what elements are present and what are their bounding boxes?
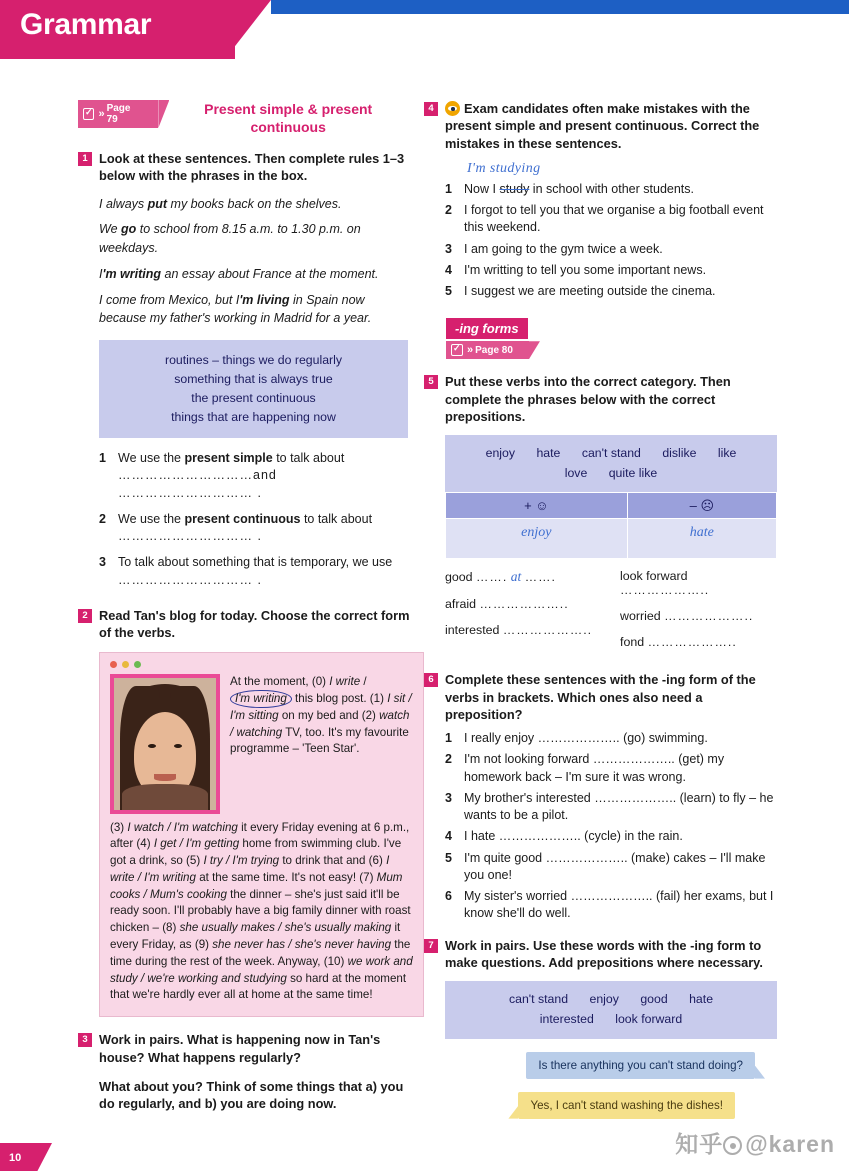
exercise-3-number: 3 bbox=[78, 1033, 92, 1047]
exercise-1-number: 1 bbox=[78, 152, 92, 166]
preposition-item[interactable]: good ……. at ……. bbox=[445, 569, 556, 585]
list-item: 4 I'm writting to tell you some important news. bbox=[445, 262, 707, 277]
exercise-2 bbox=[78, 607, 413, 1017]
struck-word: study bbox=[499, 181, 530, 196]
speech-bubble-row-question bbox=[445, 1052, 777, 1079]
preposition-item[interactable]: look forward ……………….. bbox=[620, 569, 710, 598]
section-heading: Present simple & present continuous bbox=[204, 101, 373, 135]
preposition-column-left bbox=[445, 569, 602, 661]
phrase-box bbox=[99, 340, 408, 438]
page-title: Grammar bbox=[20, 8, 152, 41]
table-cell-negative[interactable]: hate bbox=[627, 519, 776, 559]
list-item[interactable]: 1 I really enjoy ……………….. (go) swimming. bbox=[445, 731, 708, 746]
exercise-2-instruction: Read Tan's blog for today. Choose the correct form of the verbs. bbox=[99, 607, 410, 641]
rule-3-gap[interactable]: ………………………… . bbox=[118, 572, 262, 587]
list-item: 1 Now I study in school with other students. bbox=[445, 181, 695, 196]
exercise-2-number: 2 bbox=[78, 609, 92, 623]
word-box-line-1: can't stand enjoy good hate bbox=[508, 992, 714, 1007]
exercise-4-number: 4 bbox=[424, 102, 438, 116]
circled-answer[interactable]: I'm writing bbox=[230, 690, 292, 708]
banner-blue-strip bbox=[271, 0, 849, 14]
verb-box-line-1: enjoy hate can't stand dislike like bbox=[485, 446, 737, 461]
page-number: 10 bbox=[9, 1152, 22, 1164]
maximise-dot-icon[interactable] bbox=[134, 661, 141, 668]
exercise-4-instruction bbox=[445, 100, 777, 152]
category-table bbox=[445, 492, 777, 559]
list-item[interactable]: 6 My sister's worried ……………….. (fail) her exams, but I know she'll do well. bbox=[445, 889, 774, 921]
list-item[interactable]: 3 My brother's interested ……………….. (learn) to fly – he wants to be a pilot. bbox=[445, 790, 774, 823]
checkbox-icon bbox=[451, 344, 463, 356]
handwritten-answer: I'm studying bbox=[467, 160, 541, 176]
list-item[interactable]: 2 I'm not looking forward ……………….. (get) my homework back – I'm sure it was wrong. bbox=[445, 752, 725, 784]
list-item[interactable]: 5 I'm quite good ……………….. (make) cakes – I'll make you one! bbox=[445, 850, 766, 882]
exercise-3-instruction: Work in pairs. What is happening now in Tan's house? What happens regularly? bbox=[99, 1032, 381, 1065]
table-cell-positive[interactable]: enjoy bbox=[446, 519, 628, 559]
banner-pink-wedge bbox=[225, 0, 271, 59]
page-banner bbox=[0, 0, 849, 59]
exercise-6-number: 6 bbox=[424, 673, 438, 687]
exercise-4 bbox=[424, 100, 777, 300]
phrase-box-line-3: the present continuous bbox=[191, 391, 316, 406]
blog-card bbox=[99, 652, 424, 1018]
exercise-5 bbox=[424, 373, 777, 661]
phrase-box-line-4: things that are happening now bbox=[171, 410, 336, 425]
preposition-grid bbox=[445, 569, 777, 661]
phrase-box-line-2: something that is always true bbox=[174, 372, 333, 387]
section-header bbox=[78, 100, 408, 136]
watermark-icon bbox=[723, 1136, 742, 1155]
ing-forms-heading bbox=[446, 318, 777, 359]
preposition-column-right bbox=[620, 569, 777, 661]
close-dot-icon[interactable] bbox=[110, 661, 117, 668]
exercise-7 bbox=[424, 937, 777, 1119]
list-item: 2 I forgot to tell you that we organise a big football event this weekend. bbox=[445, 203, 764, 235]
page-ref-80[interactable] bbox=[446, 341, 529, 359]
exercise-5-instruction: Put these verbs into the correct category. Then complete the phrases below with the correct prepositions. bbox=[445, 374, 731, 424]
blog-text-rest: (3) I watch / I'm watching it every Friday evening at 6 p.m., after (4) I get / I'm getting home from swimming club. I've got a drink, so (5) I try / I'm trying to drink that and (6) I write / I'm writing at the same time. It's not easy! (7) Mum cooks / Mum's cooking the dinner – she's just said it'll be ready soon. I'll probably have a big family dinner with roast chicken – (8) she usually makes / she's usually making it every Friday, as (9) she never has / she's never having the time during the rest of the week. Anyway, (10) we work and study / we're working and studying so hard at the moment that we're hardly ever all at home at the same time! bbox=[110, 820, 413, 1002]
checkbox-icon bbox=[83, 108, 94, 120]
verb-box bbox=[445, 435, 777, 492]
word-box bbox=[445, 981, 777, 1038]
window-controls bbox=[110, 661, 413, 668]
example-sentence-3: I'm writing an essay about France at the moment. bbox=[99, 266, 379, 281]
example-sentence-4: I come from Mexico, but I'm living in Spain now because my father's working in Madrid for a year. bbox=[99, 292, 372, 326]
chevron-right-icon: » bbox=[98, 108, 103, 120]
list-item: 3 I am going to the gym twice a week. bbox=[445, 241, 663, 256]
blog-author-photo bbox=[110, 674, 220, 814]
rule-item-2: 2 We use the present continuous to talk about ………………………… . bbox=[99, 511, 373, 544]
page-number-tab bbox=[0, 1143, 52, 1171]
exam-eye-icon bbox=[445, 101, 460, 116]
chevron-right-icon: » bbox=[467, 344, 472, 357]
word-box-line-2: interested look forward bbox=[539, 1011, 683, 1026]
page-ref-label: Page 79 bbox=[106, 103, 131, 125]
table-header-positive: + ☺ bbox=[446, 493, 628, 519]
rule-1-gap[interactable]: …………………………and ………………………… . bbox=[118, 468, 277, 500]
preposition-item[interactable]: worried ……………….. bbox=[620, 609, 754, 624]
left-column bbox=[78, 100, 413, 1112]
minimise-dot-icon[interactable] bbox=[122, 661, 129, 668]
exercise-5-number: 5 bbox=[424, 375, 438, 389]
preposition-item[interactable]: fond ……………….. bbox=[620, 635, 737, 650]
list-item[interactable]: 4 I hate ……………….. (cycle) in the rain. bbox=[445, 829, 683, 844]
rules-list bbox=[99, 450, 408, 589]
preposition-item[interactable]: interested ……………….. bbox=[445, 623, 593, 638]
exercise-6 bbox=[424, 671, 777, 922]
ing-badge: -ing forms bbox=[446, 318, 528, 339]
exercise-1 bbox=[78, 150, 408, 589]
verb-box-line-2: love quite like bbox=[564, 465, 658, 480]
exercise-3 bbox=[78, 1031, 408, 1112]
preposition-answer: at bbox=[510, 569, 522, 585]
table-header-row bbox=[446, 493, 777, 519]
exercise-7-instruction: Work in pairs. Use these words with the -ing form to make questions. Add prepositions where necessary. bbox=[445, 937, 763, 970]
rule-item-3: 3 To talk about something that is temporary, we use ………………………… . bbox=[99, 555, 393, 587]
speech-bubble-row-answer bbox=[445, 1092, 777, 1119]
table-header-negative: – ☹ bbox=[627, 493, 776, 519]
page-ref-79[interactable] bbox=[78, 100, 158, 128]
phrase-box-line-1: routines – things we do regularly bbox=[164, 353, 343, 368]
exercise-3-followup: What about you? Think of some things that a) you do regularly, and b) you are doing now. bbox=[99, 1078, 404, 1112]
exercise-6-items bbox=[445, 730, 777, 923]
page-ref-label: Page 80 bbox=[475, 344, 513, 356]
rule-item-1: 1 We use the present simple to talk about …………………………and ………………………… . bbox=[99, 451, 345, 500]
table-row[interactable] bbox=[446, 519, 777, 559]
exercise-4-items bbox=[445, 181, 777, 301]
watermark bbox=[675, 1126, 835, 1159]
speech-bubble-question: Is there anything you can't stand doing? bbox=[526, 1052, 755, 1079]
ing-badge-wrap bbox=[446, 318, 528, 339]
preposition-item[interactable]: afraid ……………….. bbox=[445, 597, 569, 612]
watermark-text: @karen bbox=[745, 1131, 835, 1157]
exercise-6-instruction: Complete these sentences with the -ing form of the verbs in brackets. Which ones also need a preposition? bbox=[445, 672, 756, 722]
speech-bubble-answer: Yes, I can't stand washing the dishes! bbox=[518, 1092, 735, 1119]
list-item: 5 I suggest we are meeting outside the cinema. bbox=[445, 284, 716, 299]
exercise-1-instruction: Look at these sentences. Then complete rules 1–3 below with the phrases in the box. bbox=[99, 151, 405, 184]
exercise-7-number: 7 bbox=[424, 939, 438, 953]
example-sentence-1: I always put my books back on the shelves. bbox=[99, 196, 342, 211]
blog-text-top: At the moment, (0) I write / I'm writing this blog post. (1) I sit / I'm sitting on my bed and (2) watch / watching TV, too. It's my favourite programme – 'Teen Star'. bbox=[230, 674, 412, 756]
rule-2-gap[interactable]: ………………………… . bbox=[118, 529, 262, 544]
example-sentence-2: We go to school from 8.15 a.m. to 1.30 p.m. on weekdays. bbox=[99, 222, 361, 256]
watermark-prefix: 知乎 bbox=[675, 1131, 724, 1157]
exercise-4-instruction-text: Exam candidates often make mistakes with the present simple and present continuous. Correct the mistakes in these sentences. bbox=[445, 101, 760, 151]
right-column bbox=[424, 100, 777, 1119]
